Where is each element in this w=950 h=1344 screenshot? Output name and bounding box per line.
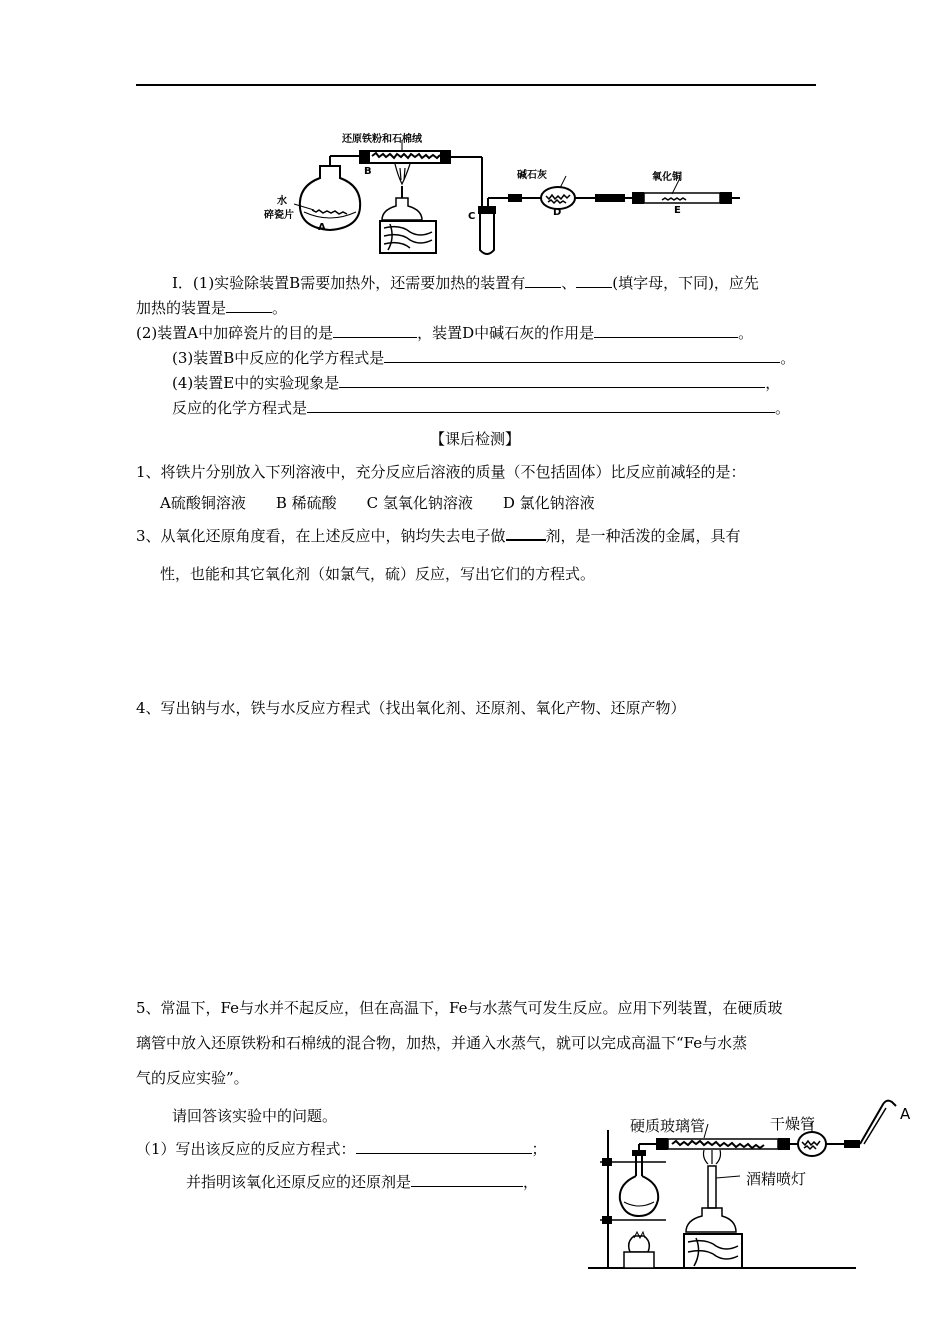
- label-iron-powder: 还原铁粉和石棉绒: [342, 134, 422, 145]
- label-hard-glass-tube: 硬质玻璃管: [630, 1117, 706, 1135]
- question-5-sub1: （1）写出该反应的反应方程式： ；: [136, 1140, 547, 1158]
- part1-q4: (4)装置E中的实验现象是 ，: [172, 374, 781, 392]
- label-drying-tube: 干燥管: [770, 1115, 816, 1133]
- section-title: 【课后检测】: [430, 430, 521, 448]
- question-5-line3: 气的反应实验”。: [136, 1069, 249, 1087]
- question-3: 3、从氧化还原角度看，在上述反应中，钠均失去电子做 剂，是一种活泼的金属，具有: [136, 527, 741, 545]
- apparatus-diagram-1: [260, 128, 750, 263]
- question-1-options: A硫酸铜溶液 B 稀硫酸 C 氢氧化钠溶液 D 氯化钠溶液: [160, 494, 595, 512]
- label-copper-oxide: 氧化铜: [652, 172, 682, 183]
- letter-a-2: A: [900, 1105, 911, 1123]
- label-soda-lime: 碱石灰: [517, 170, 547, 181]
- question-3-line2: 性，也能和其它氧化剂（如氯气，硫）反应，写出它们的方程式。: [160, 565, 596, 583]
- question-5-line2: 璃管中放入还原铁粉和石棉绒的混合物，加热，并通入水蒸气，就可以完成高温下“Fe与水蒸: [136, 1034, 748, 1052]
- question-5-line1: 5、常温下，Fe与水并不起反应，但在高温下，Fe与水蒸气可发生反应。应用下列装置，在硬质玻: [136, 999, 783, 1017]
- letter-e: E: [674, 205, 681, 216]
- letter-d: D: [553, 207, 562, 218]
- question-5-sub1b: 并指明该氧化还原反应的还原剂是 ，: [186, 1173, 539, 1191]
- label-porcelain-chips: 碎瓷片: [264, 210, 294, 221]
- question-4: 4、写出钠与水，铁与水反应方程式（找出氧化剂、还原剂、氧化产物、还原产物）: [136, 699, 686, 717]
- label-spray-lamp: 酒精喷灯: [746, 1170, 807, 1188]
- letter-c: C: [468, 211, 476, 222]
- part1-q1-line2: 加热的装置是 。: [136, 299, 288, 317]
- letter-b: B: [364, 166, 372, 177]
- part1-q2: (2)装置A中加碎瓷片的目的是 ，装置D中碱石灰的作用是 。: [136, 324, 754, 342]
- part1-q4-line2: 反应的化学方程式是 。: [172, 399, 791, 417]
- label-water: 水: [277, 196, 287, 207]
- question-5-prompt: 请回答该实验中的问题。: [172, 1107, 338, 1125]
- header-rule: [136, 84, 816, 86]
- part1-q3: (3)装置B中反应的化学方程式是 。: [172, 349, 796, 367]
- letter-a: A: [318, 222, 326, 233]
- part1-q1: Ⅰ．(1)实验除装置B需要加热外，还需要加热的装置有 、 (填字母，下同)，应先: [172, 274, 759, 292]
- question-1: 1、将铁片分别放入下列溶液中，充分反应后溶液的质量（不包括固体）比反应前减轻的是：: [136, 463, 746, 481]
